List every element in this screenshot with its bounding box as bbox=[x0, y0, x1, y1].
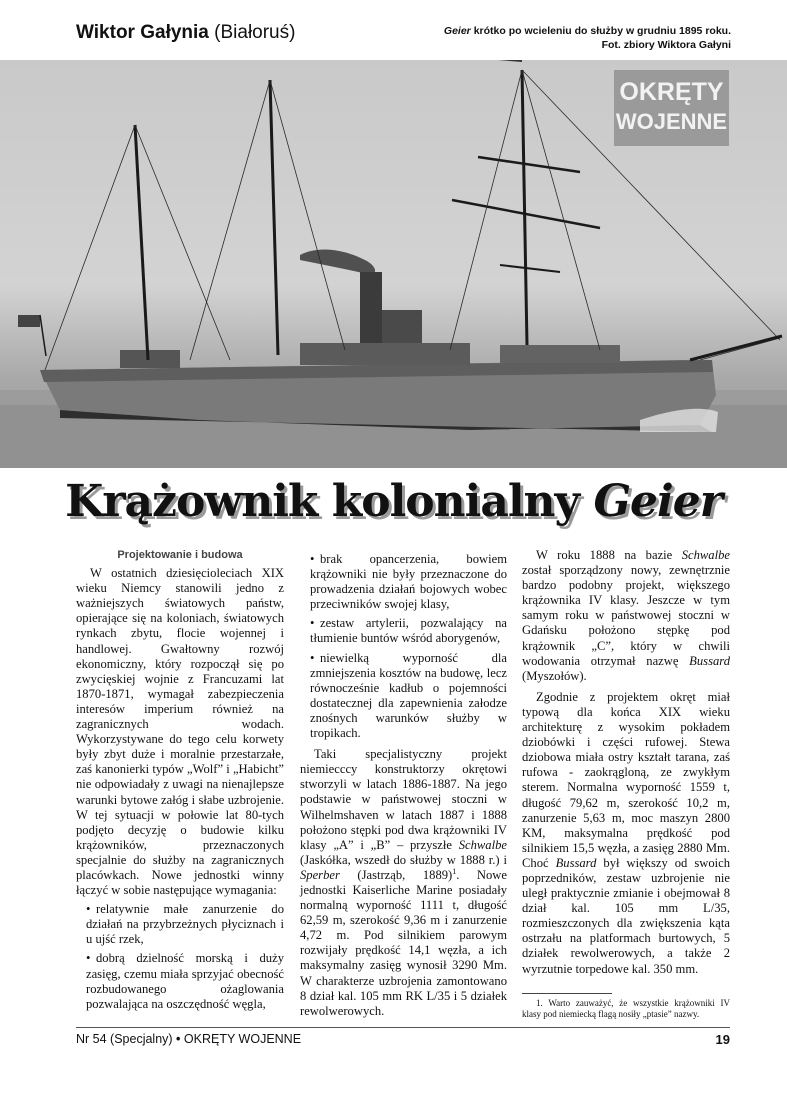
bullet-icon: • bbox=[86, 902, 91, 917]
bullet-item bbox=[76, 902, 284, 947]
bullet-text: niewielką wyporność dla zmniejszenia kosztów na budowę, lecz równocześnie kadłub o pojemności dostatecznej dla zapewnienia załodze znośnych warunków służby w tropikach. bbox=[310, 650, 507, 741]
paragraph-text: W roku 1888 na bazie bbox=[536, 548, 682, 562]
title-ship-name: Geier bbox=[593, 476, 722, 527]
footer-divider bbox=[76, 1027, 730, 1028]
paragraph-text: (Myszołów). bbox=[522, 668, 587, 683]
caption-text: krótko po wcieleniu do służby w grudniu 1895 roku. bbox=[470, 25, 731, 37]
bullet-text: relatywnie małe zanurzenie do działań na przybrzeżnych płyciznach i u ujść rzek, bbox=[86, 902, 284, 947]
article-title bbox=[0, 476, 787, 527]
ship-name: Bussard bbox=[555, 855, 597, 870]
footnote-divider bbox=[522, 993, 612, 994]
paragraph-text: (Jastrząb, 1889) bbox=[339, 867, 453, 882]
magazine-logo bbox=[614, 70, 729, 146]
photo-caption bbox=[401, 24, 731, 52]
text-column-1 bbox=[76, 548, 284, 1012]
ship-name: Schwalbe bbox=[681, 548, 730, 562]
magazine-name: OKRĘTY WOJENNE bbox=[183, 1032, 302, 1046]
author-byline bbox=[76, 22, 295, 44]
bullet-item bbox=[300, 552, 507, 612]
footer-separator: • bbox=[172, 1032, 184, 1046]
title-main: Krążownik kolonialny bbox=[65, 476, 594, 527]
ship-name: Bussard bbox=[689, 653, 730, 668]
issue-number: Nr 54 (Specjalny) bbox=[76, 1032, 173, 1046]
text-column-2 bbox=[300, 548, 507, 1019]
ship-name: Schwalbe bbox=[458, 837, 507, 852]
paragraph-text: był większy od swoich poprzedników, zestaw uzbrojenie nie uległ praktycznie zmianie i obejmował 8 dział kal. 105 mm L/35, rozmieszczonych dla zwiększenia kąta ostrzału na platformach burtowych, 5 działek rewolwerowych, a także 2 wyrzutnie torpedowe kal. 350 mm. bbox=[522, 855, 730, 976]
paragraph: W ostatnich dziesięcioleciach XIX wieku Niemcy stanowili jedno z ważniejszych światowych państw, opierające się na koloniach, światowych rynkach zbytu, flocie wojennej i handlowej. Gwałtowny rozwój ekonomiczny, który rozpoczął się po zwycięskiej wojnie z Francuzami lat 1870-1871, wymagał zabezpieczenia interesów imperium również na zagranicznych wodach. Wykorzystywane do tego celu korwety były zbyt duże i moralnie przestarzałe, zaś kanonierki typów „Wolf” i „Habicht” nie odpowiadały z uwagi na nienajlepsze warunki bytowe załóg i słabe uzbrojenie. W tej sytuacji w połowie lat 80-tych podjęto decyzję o budowie kilku krążowników, przeznaczonych specjalnie do służby na zagranicznych placówkach. Nowe jednostki winny łączyć w sobie następujące wymagania: bbox=[76, 566, 284, 898]
author-country: (Białoruś) bbox=[214, 22, 296, 43]
paragraph bbox=[522, 690, 730, 977]
paragraph-text: Taki specjalistyczny projekt niemiecccy konstruktorzy okrętowi stworzyli w latach 1886-1887. Na jego podstawie w państwowej stoczni w Wilhelmshaven w latach 1887 i 1888 położono stępki pod dwa krążowniki IV klasy „A” i „B” – przyszłe bbox=[300, 747, 507, 852]
caption-ship-name: Geier bbox=[443, 25, 471, 37]
section-heading: Projektowanie i budowa bbox=[117, 549, 243, 561]
bullet-text: dobrą dzielność morską i duży zasięg, czemu miała sprzyjać obecność rozbudowanego ożaglowania pozwalająca na oszczędność węgla, bbox=[86, 951, 284, 1011]
paragraph-text: został sporządzony nowy, zewnętrznie bardzo podobny projekt, większego krążownika IV klasy. Jeszcze w tym samym roku w państwowej stoczni w Gdańsku położono stępkę pod krążownik „C”, który w chwili wodowania otrzymał nazwę bbox=[522, 563, 730, 668]
bullet-icon: • bbox=[310, 650, 315, 665]
author-name: Wiktor Gałynia bbox=[76, 22, 209, 43]
footnote-ref: 1 bbox=[452, 866, 457, 876]
footer-issue bbox=[76, 1032, 301, 1046]
bullet-text: zestaw artylerii, pozwalający na tłumienie buntów wśród aborygenów, bbox=[310, 616, 507, 646]
logo-line1: OKRĘTY bbox=[619, 78, 724, 106]
paragraph-text: Zgodnie z projektem okręt miał typową dla końca XIX wieku architekturę z wysokim pokładem dziobówki i części rufowej. Stewa dziobowa miała ostry kształt tarana, zaś rufowa - zaokrągloną, ze zwykłym sterem. Normalna wyporność 1559 t, długość 79,62 m, szerokość 10,2 m, zanurzenie 5,63 m, moc maszyn 2800 KM, maksymalna prędkość pod silnikiem 15,5 węzła, a zasięg 2880 Mm. Choć bbox=[522, 689, 730, 870]
bullet-icon: • bbox=[310, 616, 315, 631]
footnote: 1. Warto zauważyć, że wszystkie krążowniki IV klasy pod niemiecką flagą nosiły „ptasie” nazwy. bbox=[522, 997, 730, 1019]
paragraph-text: . Nowe jednostki Kaiserliche Marine posiadały normalną wyporność 1111 t, długość 62,59 m, szerokość 9,36 m i zanurzenie 4,72 m. Pod silnikiem parowym rozwijały prędkość 14,1 węzła, a ich maksymalny zasięg wynosił 3290 Mm. W charakterze uzbrojenia zamontowano 8 dział kal. 105 mm RK L/35 i 5 działek rewolwerowych. bbox=[300, 867, 507, 1018]
bullet-item bbox=[300, 616, 507, 646]
bullet-text: brak opancerzenia, bowiem krążowniki nie były przeznaczone do prowadzenia działań bojowych wobec przeciwników swojej klasy, bbox=[310, 552, 507, 612]
caption-credit: Fot. zbiory Wiktora Gałyni bbox=[601, 39, 731, 51]
logo-line2: WOJENNE bbox=[615, 109, 728, 134]
page-number: 19 bbox=[715, 1032, 730, 1047]
paragraph bbox=[300, 747, 507, 1019]
bullet-item bbox=[76, 951, 284, 1011]
ship-name: Sperber bbox=[300, 867, 340, 882]
text-column-3 bbox=[522, 548, 730, 1020]
paragraph bbox=[522, 548, 730, 684]
paragraph-text: (Jaskółka, wszedł do służby w 1888 r.) i bbox=[300, 852, 507, 867]
bullet-icon: • bbox=[86, 951, 91, 966]
bullet-item bbox=[300, 651, 507, 742]
bullet-icon: • bbox=[310, 552, 315, 566]
